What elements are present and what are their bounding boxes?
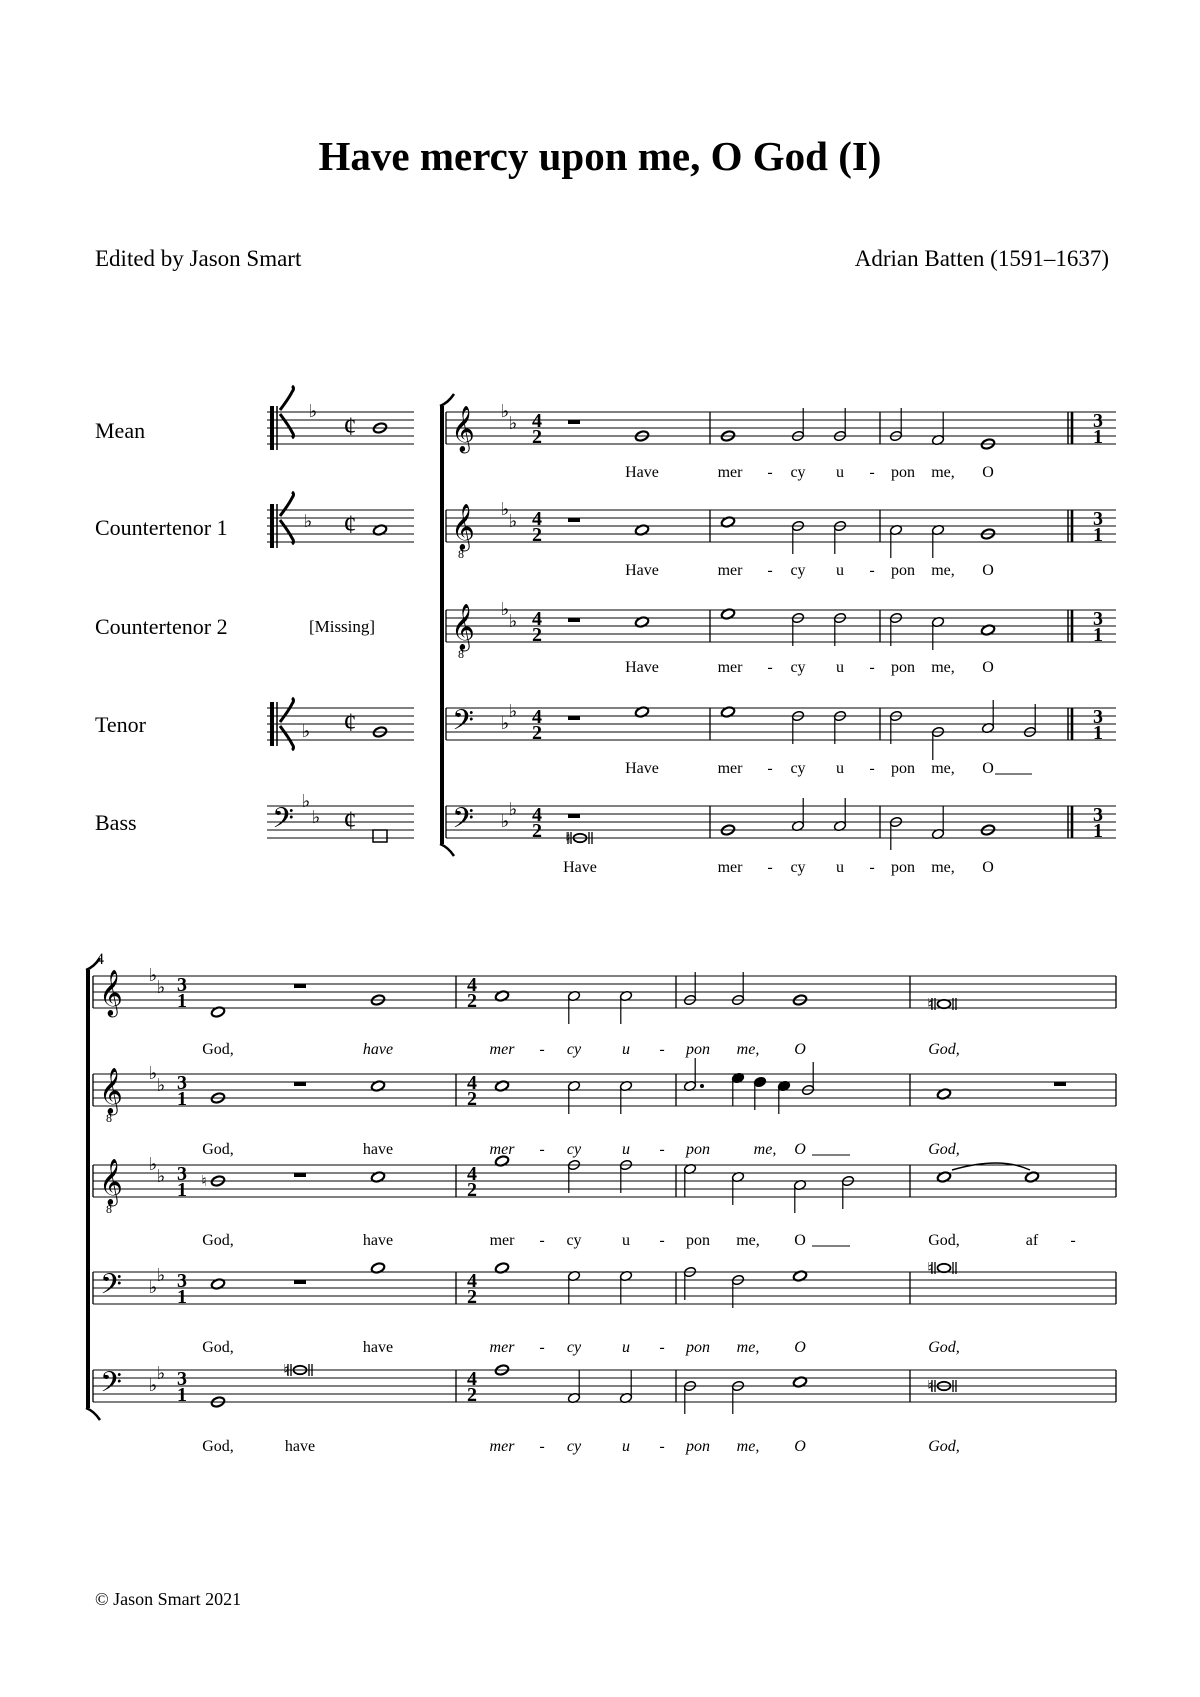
cut-time-sign: ¢ xyxy=(343,412,357,441)
system1-timesig-triple-numerator: 3 xyxy=(1093,410,1103,432)
cut-time-sign: ¢ xyxy=(343,708,357,737)
system2-lyric-syllable: God, xyxy=(202,1232,234,1249)
system1-timesig-denominator: 2 xyxy=(532,820,542,842)
flat-sign: ♭ xyxy=(500,811,510,831)
system-bracket-hook-bottom xyxy=(440,844,454,856)
treble-clef-icon: 𝄞 xyxy=(451,406,475,451)
system2-timesig-duple-numerator: 4 xyxy=(467,1072,477,1094)
system2-timesig-denominator: 1 xyxy=(177,1286,187,1308)
system1-timesig-triple-denominator: 1 xyxy=(1093,624,1103,646)
system2-lyric-syllable: - xyxy=(539,1232,545,1249)
rest xyxy=(294,1082,306,1086)
system2-lyric-syllable: u xyxy=(622,1141,630,1158)
system2-lyric-syllable: cy xyxy=(566,1438,582,1455)
bass-clef-icon: 𝄢 xyxy=(100,1368,122,1405)
system1-lyric-syllable: me, xyxy=(931,859,955,876)
system2-lyric-syllable: - xyxy=(539,1339,545,1356)
system1-lyric-syllable: cy xyxy=(790,659,806,676)
c-clef-bar xyxy=(270,504,274,548)
voice-label-tenor: Tenor xyxy=(95,712,146,737)
system2-lyric-syllable: cy xyxy=(566,1041,582,1058)
system1-lyric-syllable: - xyxy=(869,464,875,481)
breve-notehead xyxy=(938,1264,951,1272)
system1-lyric-syllable: - xyxy=(767,760,773,777)
system1-lyric-syllable: Have xyxy=(625,760,659,777)
system1-lyric-syllable: me, xyxy=(931,760,955,777)
natural-sign: ♮ xyxy=(201,1174,207,1190)
system1-lyric-syllable: - xyxy=(869,562,875,579)
system1-lyric-syllable: u xyxy=(836,464,844,481)
flat-sign: ♭ xyxy=(508,799,518,819)
system2-lyric-syllable: have xyxy=(362,1232,394,1249)
rest xyxy=(1054,1082,1066,1086)
system2-lyric-syllable: God, xyxy=(928,1041,960,1058)
system2-lyric-syllable: O xyxy=(794,1041,806,1058)
system1-timesig-triple-numerator: 3 xyxy=(1093,508,1103,530)
flat-sign: ♭ xyxy=(148,1063,158,1083)
system1-lyric-syllable: cy xyxy=(790,859,806,876)
system1-lyric-syllable: O xyxy=(982,464,994,481)
octave-marker: 8 xyxy=(106,1202,112,1216)
system1-lyric-syllable: - xyxy=(767,859,773,876)
natural-sign: ♮ xyxy=(565,831,571,847)
system1-timesig-denominator: 2 xyxy=(532,524,542,546)
system1-timesig-denominator: 2 xyxy=(532,624,542,646)
system1-timesig-numerator: 4 xyxy=(532,706,542,728)
system1-lyric-syllable: O xyxy=(982,760,994,777)
octave-marker: 8 xyxy=(458,647,464,661)
flat-sign: ♭ xyxy=(500,599,510,619)
system2-lyric-syllable: me, xyxy=(753,1141,777,1158)
flat-sign: ♭ xyxy=(156,1363,166,1383)
system2-lyric-syllable: u xyxy=(622,1041,630,1058)
system1-lyric-syllable: Have xyxy=(625,659,659,676)
flat-sign: ♭ xyxy=(311,807,321,827)
system1-lyric-syllable: mer xyxy=(717,562,743,579)
system2-lyric-syllable: me, xyxy=(736,1232,760,1249)
flat-sign: ♭ xyxy=(301,721,311,741)
cut-time-sign: ¢ xyxy=(343,510,357,539)
flat-sign: ♭ xyxy=(301,791,311,811)
system2-lyric-syllable: God, xyxy=(202,1141,234,1158)
system1-timesig-numerator: 4 xyxy=(532,608,542,630)
flat-sign: ♭ xyxy=(508,511,518,531)
system2-lyric-syllable: cy xyxy=(566,1339,582,1356)
system2-lyric-syllable: pon xyxy=(686,1232,710,1249)
flat-sign: ♭ xyxy=(148,1154,158,1174)
system2-lyric-syllable: pon xyxy=(686,1438,710,1455)
system2-lyric-syllable: - xyxy=(539,1041,545,1058)
flat-sign: ♭ xyxy=(148,965,158,985)
system2-lyric-syllable: mer xyxy=(489,1438,515,1455)
system2-lyric-syllable: God, xyxy=(928,1339,960,1356)
natural-sign: ♮ xyxy=(283,1363,289,1379)
system1-lyric-syllable: pon xyxy=(891,659,915,676)
system-bracket-hook-bottom xyxy=(86,1408,100,1420)
system1-staff-tenor xyxy=(446,708,1116,740)
system2-lyric-syllable: - xyxy=(659,1141,665,1158)
rest xyxy=(568,518,580,522)
system2-lyric-syllable: have xyxy=(362,1041,394,1058)
flat-sign: ♭ xyxy=(148,1277,158,1297)
system2-lyric-syllable: me, xyxy=(736,1438,760,1455)
system1-lyric-syllable: - xyxy=(767,659,773,676)
rest xyxy=(568,618,580,622)
system1-lyric-syllable: u xyxy=(836,659,844,676)
system2-lyric-syllable: - xyxy=(659,1232,665,1249)
system2-staff-tenor xyxy=(93,1272,1116,1304)
system1-lyric-syllable: - xyxy=(869,760,875,777)
composer-credit: Adrian Batten (1591–1637) xyxy=(854,246,1109,271)
flat-sign: ♭ xyxy=(156,1265,166,1285)
system1-timesig-numerator: 4 xyxy=(532,410,542,432)
system1-lyric-syllable: Have xyxy=(563,859,597,876)
system2-timesig-denominator: 1 xyxy=(177,990,187,1012)
system2-timesig-numerator: 3 xyxy=(177,974,187,996)
system2-timesig-duple-numerator: 4 xyxy=(467,1368,477,1390)
system1-lyric-syllable: Have xyxy=(625,464,659,481)
system2-timesig-denominator: 1 xyxy=(177,1384,187,1406)
system1-lyric-syllable: pon xyxy=(891,859,915,876)
system1-lyric-syllable: - xyxy=(767,562,773,579)
maxima-notehead xyxy=(373,830,387,842)
system2-lyric-syllable: cy xyxy=(566,1232,582,1249)
flat-sign: ♭ xyxy=(156,977,166,997)
voice-label-bass: Bass xyxy=(95,810,137,835)
editor-credit: Edited by Jason Smart xyxy=(95,246,302,271)
system1-staff-mean xyxy=(446,412,1116,444)
incipit-staff-countertenor-1 xyxy=(267,510,414,542)
system2-timesig-numerator: 3 xyxy=(177,1072,187,1094)
system2-timesig-denominator: 1 xyxy=(177,1088,187,1110)
system1-timesig-numerator: 4 xyxy=(532,508,542,530)
c-clef-bar xyxy=(270,406,274,450)
system2-lyric-syllable: pon xyxy=(686,1141,710,1158)
system2-lyric-syllable: me, xyxy=(736,1041,760,1058)
system2-lyric-syllable: - xyxy=(539,1141,545,1158)
system1-timesig-triple-numerator: 3 xyxy=(1093,706,1103,728)
system2-lyric-syllable: O xyxy=(794,1232,806,1249)
system1-staff-bass xyxy=(446,806,1116,838)
rest xyxy=(568,420,580,424)
system2-timesig-duple-denominator: 2 xyxy=(467,1384,477,1406)
treble-clef-icon: 𝄞 xyxy=(451,604,475,649)
bass-clef-icon: 𝄢 xyxy=(272,804,294,841)
system1-timesig-triple-denominator: 1 xyxy=(1093,722,1103,744)
system-bracket xyxy=(440,406,444,844)
system2-timesig-duple-denominator: 2 xyxy=(467,1179,477,1201)
system2-lyric-syllable: have xyxy=(284,1438,316,1455)
octave-marker: 8 xyxy=(458,547,464,561)
system1-lyric-syllable: me, xyxy=(931,562,955,579)
system1-lyric-syllable: cy xyxy=(790,464,806,481)
c-clef-bar xyxy=(270,702,274,746)
system2-lyric-syllable: O xyxy=(794,1339,806,1356)
flat-sign: ♭ xyxy=(508,413,518,433)
system2-lyric-syllable: pon xyxy=(686,1041,710,1058)
system1-lyric-syllable: mer xyxy=(717,464,743,481)
octave-marker: 8 xyxy=(106,1111,112,1125)
bass-clef-icon: 𝄢 xyxy=(452,804,474,841)
system2-timesig-duple-numerator: 4 xyxy=(467,974,477,996)
voice-label-mean: Mean xyxy=(95,418,146,443)
flat-sign: ♭ xyxy=(500,499,510,519)
system2-lyric-syllable: af xyxy=(1025,1232,1039,1249)
system1-lyric-syllable: cy xyxy=(790,562,806,579)
treble-clef-icon: 𝄞 xyxy=(99,1159,123,1204)
system2-timesig-duple-denominator: 2 xyxy=(467,1088,477,1110)
treble-clef-icon: 𝄞 xyxy=(451,504,475,549)
system1-lyric-syllable: O xyxy=(982,859,994,876)
system2-lyric-syllable: cy xyxy=(566,1141,582,1158)
system2-lyric-syllable: - xyxy=(659,1041,665,1058)
bass-clef-icon: 𝄢 xyxy=(100,1270,122,1307)
system2-staff-countertenor-2 xyxy=(93,1165,1116,1197)
system2-staff-countertenor-1 xyxy=(93,1074,1116,1106)
natural-sign: ♮ xyxy=(927,1261,933,1277)
flat-sign: ♭ xyxy=(508,701,518,721)
copyright-notice: © Jason Smart 2021 xyxy=(95,1589,242,1609)
system1-timesig-triple-numerator: 3 xyxy=(1093,804,1103,826)
flat-sign: ♭ xyxy=(508,611,518,631)
rest xyxy=(568,716,580,720)
system1-staff-countertenor-1 xyxy=(446,510,1116,542)
system2-timesig-duple-denominator: 2 xyxy=(467,990,477,1012)
system2-timesig-numerator: 3 xyxy=(177,1270,187,1292)
breve-notehead xyxy=(938,1000,951,1008)
system2-timesig-duple-numerator: 4 xyxy=(467,1163,477,1185)
system1-lyric-syllable: mer xyxy=(717,659,743,676)
system1-timesig-triple-denominator: 1 xyxy=(1093,820,1103,842)
system1-staff-countertenor-2 xyxy=(446,610,1116,642)
system1-lyric-syllable: mer xyxy=(717,760,743,777)
system2-lyric-syllable: pon xyxy=(686,1339,710,1356)
natural-sign: ♮ xyxy=(927,1379,933,1395)
system1-lyric-syllable: pon xyxy=(891,562,915,579)
system2-lyric-syllable: - xyxy=(1070,1232,1076,1249)
system1-lyric-syllable: me, xyxy=(931,659,955,676)
system1-lyric-syllable: u xyxy=(836,859,844,876)
system2-lyric-syllable: mer xyxy=(489,1141,515,1158)
system-bracket xyxy=(86,970,90,1408)
system1-lyric-syllable: u xyxy=(836,760,844,777)
system2-lyric-syllable: God, xyxy=(928,1141,960,1158)
system2-timesig-numerator: 3 xyxy=(177,1368,187,1390)
system1-lyric-syllable: O xyxy=(982,659,994,676)
system1-timesig-triple-denominator: 1 xyxy=(1093,524,1103,546)
flat-sign: ♭ xyxy=(148,1375,158,1395)
treble-clef-icon: 𝄞 xyxy=(99,970,123,1015)
flat-sign: ♭ xyxy=(156,1075,166,1095)
rest xyxy=(568,814,580,818)
system1-lyric-syllable: O xyxy=(982,562,994,579)
system1-timesig-denominator: 2 xyxy=(532,426,542,448)
system1-timesig-triple-denominator: 1 xyxy=(1093,426,1103,448)
system2-lyric-syllable: - xyxy=(659,1438,665,1455)
system2-lyric-syllable: - xyxy=(659,1339,665,1356)
flat-sign: ♭ xyxy=(500,401,510,421)
system2-staff-mean xyxy=(93,976,1116,1008)
dot xyxy=(700,1084,704,1088)
system2-lyric-syllable: - xyxy=(539,1438,545,1455)
flat-sign: ♭ xyxy=(156,1166,166,1186)
natural-sign: ♮ xyxy=(927,997,933,1013)
piece-title: Have mercy upon me, O God (I) xyxy=(318,133,882,179)
system2-lyric-syllable: God, xyxy=(202,1339,234,1356)
system2-lyric-syllable: me, xyxy=(736,1339,760,1356)
c-clef-icon xyxy=(270,492,294,548)
system2-timesig-numerator: 3 xyxy=(177,1163,187,1185)
system2-lyric-syllable: God, xyxy=(202,1438,234,1455)
system2-lyric-syllable: God, xyxy=(928,1438,960,1455)
system2-lyric-syllable: u xyxy=(622,1232,630,1249)
system2-lyric-syllable: u xyxy=(622,1438,630,1455)
system2-lyric-syllable: mer xyxy=(489,1339,515,1356)
system2-lyric-syllable: mer xyxy=(489,1232,515,1249)
incipit-staff-tenor xyxy=(267,708,414,740)
system2-lyric-syllable: O xyxy=(794,1141,806,1158)
system1-timesig-denominator: 2 xyxy=(532,722,542,744)
voice-label-countertenor-2: Countertenor 2 xyxy=(95,614,228,639)
rest xyxy=(294,1280,306,1284)
system1-lyric-syllable: - xyxy=(869,859,875,876)
treble-clef-icon: 𝄞 xyxy=(99,1068,123,1113)
system2-lyric-syllable: O xyxy=(794,1438,806,1455)
system1-lyric-syllable: mer xyxy=(717,859,743,876)
cut-time-sign: ¢ xyxy=(343,806,357,835)
system2-lyric-syllable: God, xyxy=(202,1041,234,1058)
system1-lyric-syllable: u xyxy=(836,562,844,579)
flat-sign: ♭ xyxy=(303,511,313,531)
system1-timesig-triple-numerator: 3 xyxy=(1093,608,1103,630)
flat-sign: ♭ xyxy=(308,401,318,421)
rest xyxy=(294,984,306,988)
voice-label-countertenor-1: Countertenor 1 xyxy=(95,515,228,540)
system2-staff-bass xyxy=(93,1370,1116,1402)
system2-lyric-syllable: have xyxy=(362,1339,394,1356)
system2-timesig-duple-numerator: 4 xyxy=(467,1270,477,1292)
system2-timesig-denominator: 1 xyxy=(177,1179,187,1201)
system1-timesig-numerator: 4 xyxy=(532,804,542,826)
c-clef-icon xyxy=(270,386,294,450)
system1-lyric-syllable: pon xyxy=(891,464,915,481)
system2-lyric-syllable: have xyxy=(362,1141,394,1158)
tie-curve xyxy=(952,1163,1030,1170)
bass-clef-icon: 𝄢 xyxy=(452,706,474,743)
system1-lyric-syllable: - xyxy=(869,659,875,676)
system1-lyric-syllable: Have xyxy=(625,562,659,579)
system2-timesig-duple-denominator: 2 xyxy=(467,1286,477,1308)
system1-lyric-syllable: pon xyxy=(891,760,915,777)
system1-lyric-syllable: cy xyxy=(790,760,806,777)
flat-sign: ♭ xyxy=(500,713,510,733)
system2-lyric-syllable: mer xyxy=(489,1041,515,1058)
system2-lyric-syllable: u xyxy=(622,1339,630,1356)
rest xyxy=(294,1173,306,1177)
system-bracket-hook-top xyxy=(440,394,454,406)
incipit-missing-label: [Missing] xyxy=(308,617,376,636)
system1-lyric-syllable: - xyxy=(767,464,773,481)
measure-number: 4 xyxy=(96,951,104,968)
system1-lyric-syllable: me, xyxy=(931,464,955,481)
system2-lyric-syllable: God, xyxy=(928,1232,960,1249)
